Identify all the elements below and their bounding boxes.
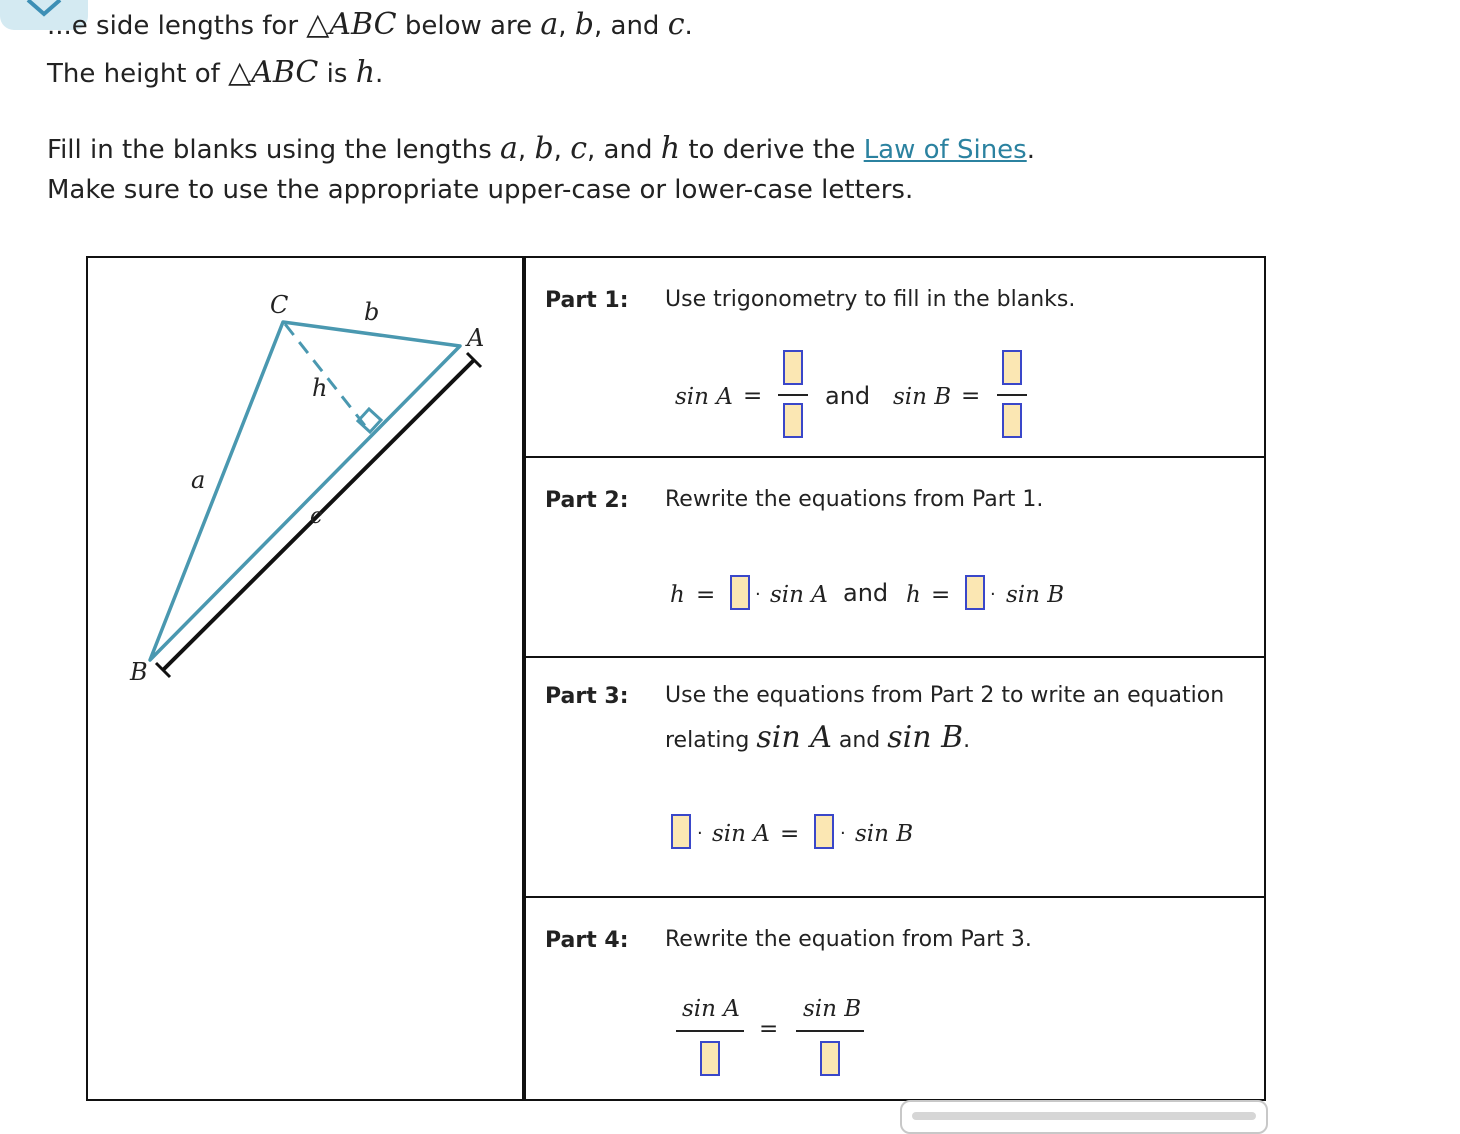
equals-sign-6: =	[759, 1016, 779, 1042]
part1-sinB-denominator-input[interactable]	[1002, 403, 1022, 438]
fraction-bar	[676, 1030, 744, 1032]
part-4-description: Rewrite the equation from Part 3.	[665, 927, 1032, 952]
side-label-a: a	[191, 466, 206, 494]
part3-coef-right-input[interactable]	[814, 814, 834, 849]
sin-b-term-1: sin B	[1006, 582, 1065, 608]
vertex-label-b: B	[130, 658, 148, 686]
equals-sign-2: =	[961, 383, 981, 409]
equals-sign-3: =	[696, 582, 716, 608]
intro-line-2: The height of △ABC is h.	[47, 55, 384, 90]
sin-a-term-2: sin A	[712, 821, 770, 847]
part2-h-coef-b-input[interactable]	[965, 575, 985, 610]
part-2-label: Part 2:	[545, 488, 629, 513]
intro-line-4: Make sure to use the appropriate upper-case or lower-case letters.	[47, 175, 914, 205]
triangle-diagram	[86, 256, 526, 1101]
part-1-label: Part 1:	[545, 288, 629, 313]
part2-h-coef-a-input[interactable]	[730, 575, 750, 610]
sin-a-term-1: sin A	[770, 582, 828, 608]
and-text-1: and	[825, 382, 871, 410]
and-text-2: and	[843, 579, 889, 607]
equals-sign-1: =	[743, 383, 763, 409]
part1-sinA-denominator-input[interactable]	[783, 403, 803, 438]
multiply-dot: ·	[840, 823, 846, 844]
part-4	[522, 898, 1264, 1099]
equals-sign-4: =	[931, 582, 951, 608]
sin-b-term-2: sin B	[855, 821, 914, 847]
part-3-label: Part 3:	[545, 684, 629, 709]
part1-sinB-numerator-input[interactable]	[1002, 350, 1022, 385]
part-3-description: Use the equations from Part 2 to write an equation relating sin A and sin B.	[665, 683, 1225, 755]
multiply-dot: ·	[755, 584, 761, 605]
height-line	[285, 324, 370, 432]
h-var-2: h	[906, 582, 921, 608]
fraction-bar	[796, 1030, 864, 1032]
height-label-h: h	[312, 374, 328, 402]
fraction-bar	[997, 394, 1027, 396]
side-label-b: b	[364, 298, 380, 326]
intro-line-3: Fill in the blanks using the lengths a, b, c, and h to derive the Law of Sines.	[47, 131, 1035, 166]
part-4-label: Part 4:	[545, 928, 629, 953]
part1-sinA-numerator-input[interactable]	[783, 350, 803, 385]
triangle-svg	[88, 258, 524, 1099]
multiply-dot: ·	[990, 584, 996, 605]
part-1-description: Use trigonometry to fill in the blanks.	[665, 287, 1076, 312]
multiply-dot: ·	[697, 823, 703, 844]
part4-left-denominator-input[interactable]	[700, 1041, 720, 1076]
fraction-bar	[778, 394, 808, 396]
h-var-1: h	[670, 582, 685, 608]
sin-b-equals: sin B	[893, 384, 952, 410]
parts-panel	[522, 256, 1266, 1101]
intro-line-1: ...e side lengths for △ABC below are a, b, and c.	[47, 7, 693, 42]
equals-sign-5: =	[780, 821, 800, 847]
part-3	[522, 658, 1264, 898]
sin-a-numerator: sin A	[682, 996, 740, 1022]
part-2	[522, 458, 1264, 658]
part3-coef-left-input[interactable]	[671, 814, 691, 849]
horizontal-scrollbar[interactable]	[900, 1100, 1268, 1134]
part-2-description: Rewrite the equations from Part 1.	[665, 487, 1044, 512]
sin-a-equals: sin A	[675, 384, 733, 410]
vertex-label-c: C	[270, 291, 289, 319]
part4-right-denominator-input[interactable]	[820, 1041, 840, 1076]
vertex-label-a: A	[467, 324, 485, 352]
sin-b-numerator: sin B	[803, 996, 862, 1022]
law-of-sines-link[interactable]: Law of Sines	[863, 135, 1027, 165]
side-label-c: c	[310, 504, 323, 529]
part-1	[522, 258, 1264, 458]
